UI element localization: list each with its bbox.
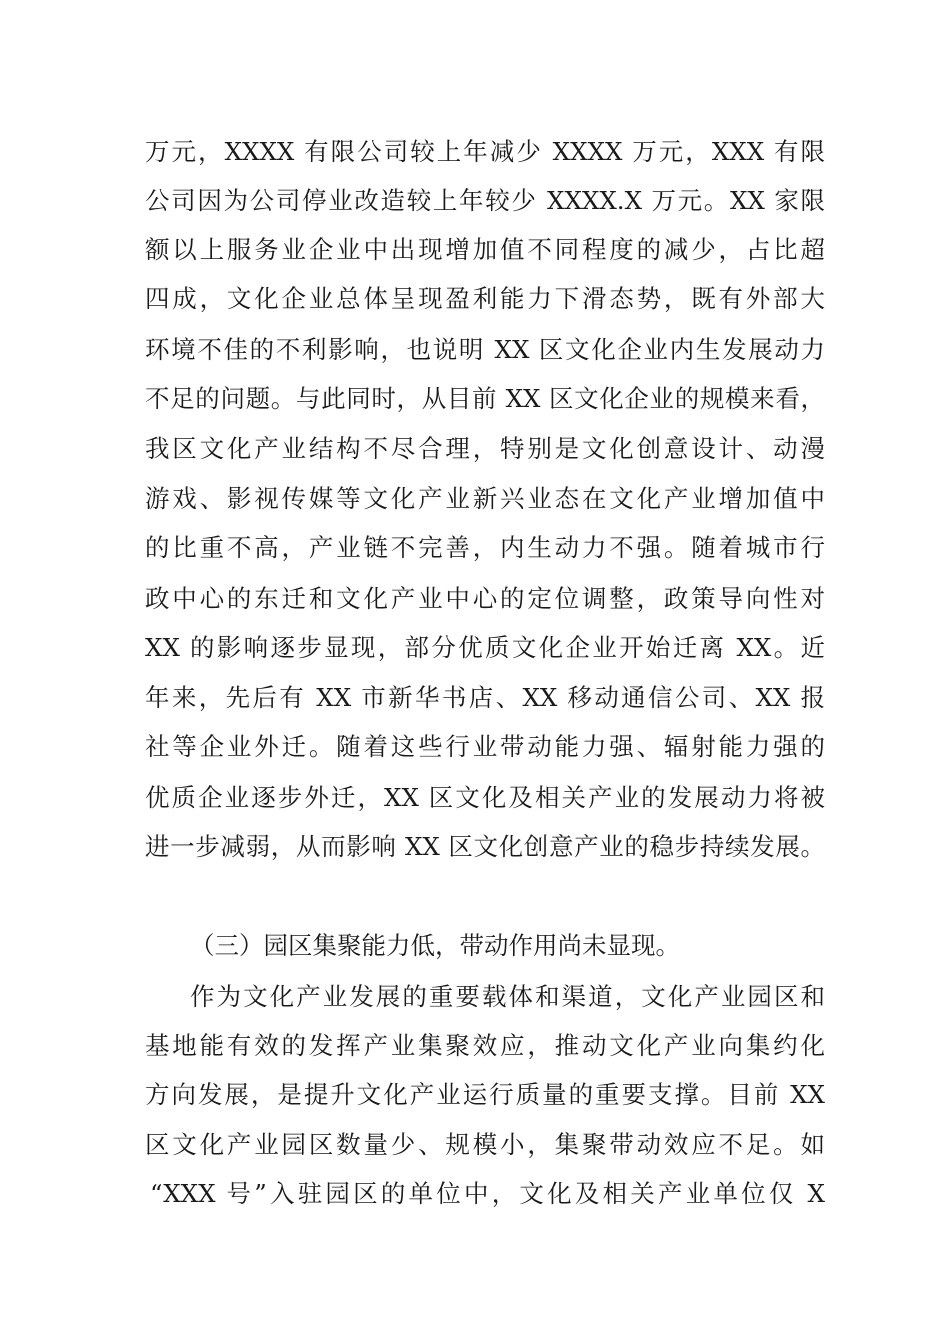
paragraph-1-line-14: 优质企业逐步外迁，XX 区文化及相关产业的发展动力将被 <box>145 783 825 812</box>
paragraph-1-line-5: 环境不佳的不利影响，也说明 XX 区文化企业内生发展动力 <box>145 335 825 364</box>
paragraph-1-line-4: 四成，文化企业总体呈现盈利能力下滑态势，既有外部大 <box>145 284 825 313</box>
paragraph-1-line-7: 我区文化产业结构不尽合理，特别是文化创意设计、动漫 <box>145 434 825 463</box>
paragraph-1-line-9: 的比重不高，产业链不完善，内生动力不强。随着城市行 <box>145 533 825 562</box>
section-heading-3: （三）园区集聚能力低，带动作用尚未显现。 <box>190 931 680 960</box>
paragraph-2-line-3: 方向发展，是提升文化产业运行质量的重要支撑。目前 XX <box>145 1080 825 1109</box>
paragraph-2-line-2: 基地能有效的发挥产业集聚效应，推动文化产业向集约化 <box>145 1031 825 1060</box>
paragraph-2-line-4: 区文化产业园区数量少、规模小，集聚带动效应不足。如 <box>145 1130 825 1159</box>
paragraph-2-line-5: “XXX 号”入驻园区的单位中，文化及相关产业单位仅 X <box>150 1179 825 1208</box>
paragraph-1-line-2: 公司因为公司停业改造较上年较少 XXXX.X 万元。XX 家限 <box>145 186 825 215</box>
paragraph-1-line-13: 社等企业外迁。随着这些行业带动能力强、辐射能力强的 <box>145 732 825 761</box>
paragraph-1-line-15: 进一步减弱，从而影响 XX 区文化创意产业的稳步持续发展。 <box>145 832 825 861</box>
paragraph-1-line-3: 额以上服务业企业中出现增加值不同程度的减少，占比超 <box>145 235 825 264</box>
paragraph-1-line-8: 游戏、影视传媒等文化产业新兴业态在文化产业增加值中 <box>145 484 825 513</box>
paragraph-1-line-10: 政中心的东迁和文化产业中心的定位调整，政策导向性对 <box>145 584 825 613</box>
paragraph-1-line-12: 年来，先后有 XX 市新华书店、XX 移动通信公司、XX 报 <box>145 683 825 712</box>
paragraph-1-line-1: 万元，XXXX 有限公司较上年减少 XXXX 万元，XXX 有限 <box>145 137 825 166</box>
paragraph-1-line-11: XX 的影响逐步显现，部分优质文化企业开始迁离 XX。近 <box>145 633 825 662</box>
paragraph-1-line-6: 不足的问题。与此同时，从目前 XX 区文化企业的规模来看， <box>145 384 825 413</box>
paragraph-2-line-1: 作为文化产业发展的重要载体和渠道，文化产业园区和 <box>190 982 825 1011</box>
